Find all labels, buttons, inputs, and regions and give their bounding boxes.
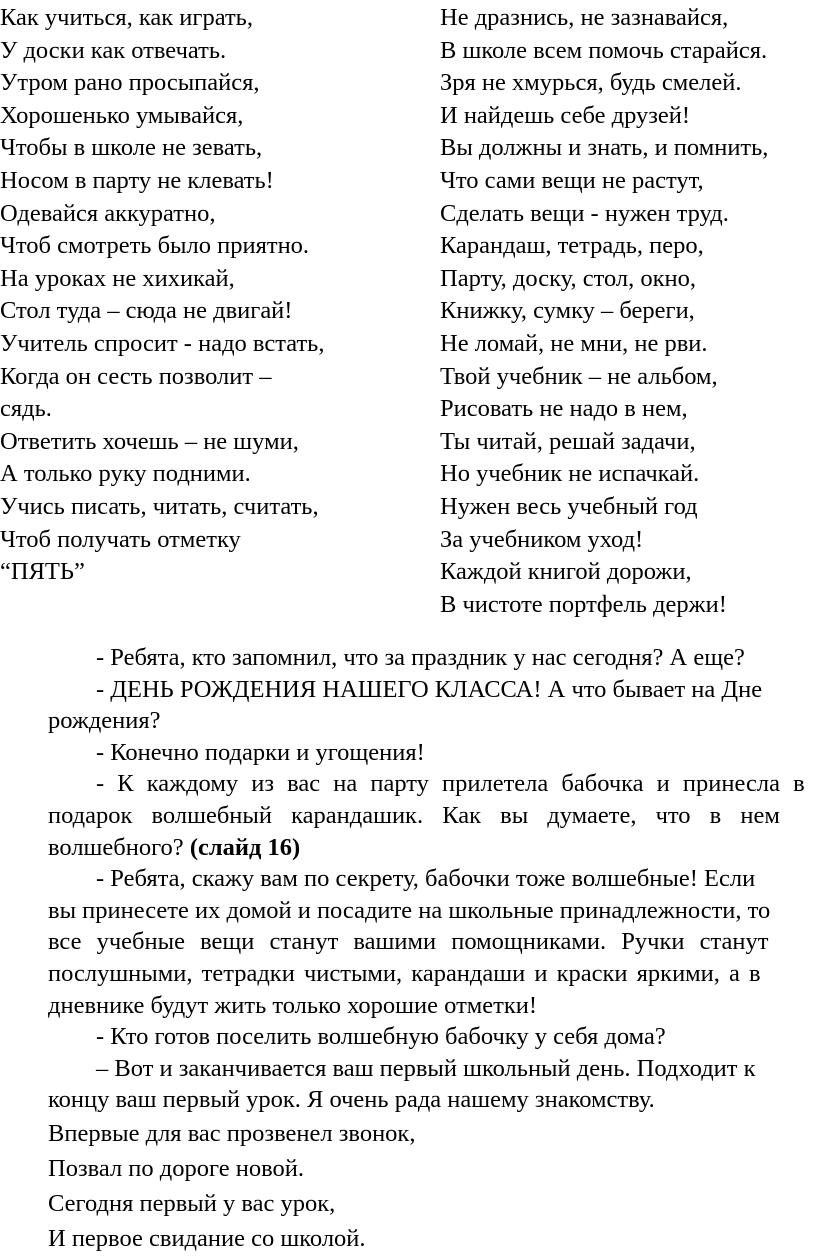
paragraph-line: подарок волшебный карандашик. Как вы думаете, что в нем — [48, 801, 780, 829]
poem-line: Позвал по дороге новой. — [48, 1154, 304, 1182]
paragraph-line: вы принесете их домой и посадите на школьные принадлежности, то — [48, 896, 771, 924]
paragraph — [0, 1021, 816, 1053]
poem-line: Нужен весь учебный год — [440, 492, 698, 520]
poem-line: Чтобы в школе не зевать, — [0, 134, 263, 162]
poem-line: Как учиться, как играть, — [0, 4, 253, 31]
poem-line: Не ломай, не мни, не рви. — [440, 329, 708, 357]
poem-line: Впервые для вас прозвенел звонок, — [48, 1119, 416, 1147]
poem-line: Сделать вещи - нужен труд. — [440, 199, 729, 227]
paragraph — [0, 737, 816, 769]
poem-line: У доски как отвечать. — [0, 36, 227, 64]
poem-line: Зря не хмурься, будь смелей. — [440, 69, 742, 97]
poem-line: И найдешь себе друзей! — [440, 101, 691, 129]
paragraph-line: - Конечно подарки и угощения! — [96, 738, 425, 766]
paragraph-line: послушными, тетрадки чистыми, карандаши и краски яркими, а в — [48, 959, 761, 987]
poem-line: “ПЯТЬ” — [0, 558, 85, 586]
poem-line: Парту, доску, стол, окно, — [440, 264, 697, 292]
prose-section — [0, 642, 816, 1256]
slide-reference: (слайд 16) — [189, 833, 301, 861]
poem-line: сядь. — [0, 395, 52, 423]
poem-line: Утром рано просыпайся, — [0, 69, 260, 97]
paragraph-text: волшебного? — [48, 833, 184, 861]
paragraph — [0, 863, 816, 1021]
paragraph-line: концу ваш первый урок. Я очень рада нашему знакомству. — [48, 1086, 655, 1114]
paragraph — [0, 674, 816, 737]
paragraph-line: - Кто готов поселить волшебную бабочку у себя дома? — [96, 1023, 666, 1051]
paragraph-line: - К каждому из вас на парту прилетела бабочка и принесла в — [96, 770, 805, 798]
poem-left-column — [0, 2, 420, 589]
poem-line: Учитель спросит - надо встать, — [0, 329, 325, 357]
poem-line: Учись писать, читать, считать, — [0, 492, 319, 520]
paragraph-line: - Ребята, скажу вам по секрету, бабочки тоже волшебные! Если — [96, 865, 756, 893]
paragraph-line: – Вот и заканчивается ваш первый школьный день. Подходит к — [96, 1054, 756, 1082]
poem-line: На уроках не хихикай, — [0, 264, 235, 292]
poem-right-column — [440, 2, 816, 621]
poem-line: Чтоб смотреть было приятно. — [0, 232, 310, 260]
poem-line: Ты читай, решай задачи, — [440, 427, 696, 455]
paragraph — [0, 768, 816, 863]
paragraph — [0, 642, 816, 674]
poem-line: Одевайся аккуратно, — [0, 199, 216, 227]
poem-line: Что сами вещи не растут, — [440, 166, 704, 194]
poem-line: Книжку, сумку – береги, — [440, 297, 695, 325]
poem-line: Каждой книгой дорожи, — [440, 558, 692, 586]
paragraph-line — [0, 832, 816, 864]
poem-line: В чистоте портфель держи! — [440, 590, 727, 618]
poem-line: Твой учебник – не альбом, — [440, 362, 718, 390]
poem-line: Вы должны и знать, и помнить, — [440, 134, 769, 162]
paragraph-line: - Ребята, кто запомнил, что за праздник у нас сегодня? А еще? — [96, 644, 745, 671]
poem-line: А только руку подними. — [0, 460, 251, 488]
poem-line: Ответить хочешь – не шуми, — [0, 427, 299, 455]
poem-line: Но учебник не испачкай. — [440, 460, 700, 488]
poem-line: Стол туда – сюда не двигай! — [0, 297, 293, 325]
poem-line: Носом в парту не клевать! — [0, 166, 274, 194]
closing-poem — [48, 1116, 816, 1256]
poem-line: Не дразнись, не зазнавайся, — [440, 4, 729, 31]
poem-line: И первое свидание со школой. — [48, 1224, 366, 1252]
poem-line: Чтоб получать отметку — [0, 525, 241, 553]
poem-line: Когда он сесть позволит – — [0, 362, 272, 390]
poem-line: Карандаш, тетрадь, перо, — [440, 232, 704, 260]
paragraph-line: все учебные вещи станут вашими помощниками. Ручки станут — [48, 928, 769, 956]
poem-line: За учебником уход! — [440, 525, 644, 553]
poem-line: Рисовать не надо в нем, — [440, 395, 688, 423]
paragraph-line: дневнике будут жить только хорошие отметки! — [48, 991, 538, 1019]
paragraph-line: рождения? — [48, 707, 161, 735]
paragraph — [0, 1053, 816, 1116]
poem-line: Сегодня первый у вас урок, — [48, 1189, 336, 1217]
paragraph-line: - ДЕНЬ РОЖДЕНИЯ НАШЕГО КЛАССА! А что бывает на Дне — [96, 675, 763, 703]
poem-line: В школе всем помочь старайся. — [440, 36, 768, 64]
poem-line: Хорошенько умывайся, — [0, 101, 244, 129]
